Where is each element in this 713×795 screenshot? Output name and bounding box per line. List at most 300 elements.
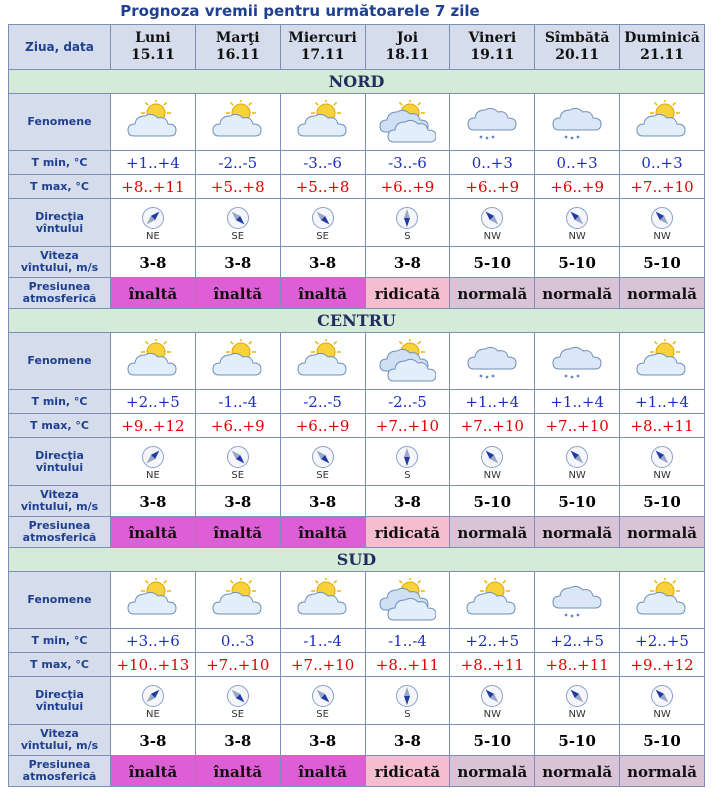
- tmin-value: +2..+5: [550, 632, 605, 650]
- region-title: NORD: [9, 70, 705, 94]
- sun-cloud-icon: [620, 339, 704, 383]
- day-date: 17.11: [300, 47, 345, 63]
- pressure-value: ridicată: [374, 762, 441, 781]
- tmax-value-cell: [535, 414, 620, 438]
- tmax-value: +6..+9: [380, 178, 435, 196]
- phenomena-cell: [195, 94, 280, 151]
- tmin-value-cell: [450, 390, 535, 414]
- region-row-centru: [9, 309, 705, 333]
- compass-icon: [196, 445, 280, 469]
- wind-speed-row: [9, 247, 705, 278]
- row-label: [9, 333, 111, 390]
- cloud-snow-icon: [535, 578, 619, 622]
- tmax-value-cell: [195, 653, 280, 677]
- tmax-value: +7..+10: [375, 417, 440, 435]
- row-label: [9, 677, 111, 725]
- wind-direction-label: NE: [146, 469, 160, 481]
- pressure-cell: [535, 756, 620, 787]
- tmin-value-cell: [111, 151, 196, 175]
- day-name: Sîmbătă: [544, 30, 610, 46]
- day-name: Miercuri: [288, 30, 357, 46]
- row-label-text: T min, °C: [31, 155, 88, 169]
- wind-speed-value: 5-10: [473, 253, 512, 272]
- tmin-value-cell: [365, 390, 450, 414]
- wind-direction-label: SE: [316, 708, 329, 720]
- tmax-value: +5..+8: [295, 178, 350, 196]
- row-label-text: Fenomene: [27, 115, 92, 128]
- pressure-cell: [535, 517, 620, 548]
- wind-direction-cell: [620, 438, 705, 486]
- wind-speed-value: 5-10: [643, 253, 681, 272]
- tmax-value: +6..+9: [210, 417, 265, 435]
- sun-double-cloud-icon: [366, 100, 450, 144]
- phenomena-cell: [365, 572, 450, 629]
- day-name: Marţi: [215, 30, 260, 46]
- pressure-value: înaltă: [213, 523, 263, 542]
- pressure-value: normală: [542, 762, 613, 781]
- pressure-row: [9, 756, 705, 787]
- pressure-value: înaltă: [298, 284, 347, 303]
- pressure-value: normală: [457, 762, 528, 781]
- row-label-text: vîntului: [35, 699, 84, 713]
- wind-direction-cell: [195, 677, 280, 725]
- wind-direction-label: NW: [653, 708, 671, 720]
- row-label: [9, 572, 111, 629]
- tmin-value: +3..+6: [126, 632, 180, 650]
- pressure-cell: [450, 278, 535, 309]
- wind-direction-cell: [111, 677, 196, 725]
- tmax-value-cell: [620, 653, 705, 677]
- sun-cloud-icon: [620, 100, 704, 144]
- tmax-value: +7..+10: [630, 178, 694, 196]
- row-label: [9, 653, 111, 677]
- wind-direction-label: NW: [568, 708, 586, 720]
- tmin-value-cell: [450, 151, 535, 175]
- wind-direction-cell: [111, 438, 196, 486]
- compass-icon: [281, 684, 365, 708]
- pressure-value: normală: [542, 284, 613, 303]
- wind-speed-cell: [450, 486, 535, 517]
- day-date: 16.11: [215, 47, 260, 63]
- compass-icon: [281, 445, 365, 469]
- row-label-text: vîntului, m/s: [20, 739, 99, 752]
- wind-direction-cell: [535, 438, 620, 486]
- day-header: [365, 25, 450, 70]
- day-date: 21.11: [640, 47, 684, 63]
- tmin-value-cell: [365, 151, 450, 175]
- wind-direction-label: SE: [316, 230, 329, 242]
- compass-icon: [196, 206, 280, 230]
- compass-icon: [111, 684, 195, 708]
- tmax-value-cell: [535, 175, 620, 199]
- tmin-value: -3..-6: [388, 154, 427, 172]
- compass-icon: [450, 206, 534, 230]
- wind-speed-cell: [450, 247, 535, 278]
- tmin-value-cell: [195, 629, 280, 653]
- wind-speed-cell: [280, 247, 365, 278]
- pressure-value: înaltă: [213, 284, 263, 303]
- wind-direction-cell: [365, 199, 450, 247]
- tmin-value: +1..+4: [126, 154, 180, 172]
- phenomena-cell: [280, 333, 365, 390]
- pressure-value: înaltă: [128, 284, 178, 303]
- tmin-value: +2..+5: [465, 632, 520, 650]
- tmin-value-cell: [450, 629, 535, 653]
- tmax-value: +10..+13: [116, 656, 190, 674]
- wind-speed-value: 5-10: [558, 253, 596, 272]
- tmin-value: +2..+5: [126, 393, 180, 411]
- tmax-value-cell: [280, 175, 365, 199]
- row-label-text: vîntului: [35, 221, 84, 235]
- wind-direction-cell: [365, 438, 450, 486]
- tmax-value-cell: [620, 175, 705, 199]
- sun-cloud-icon: [281, 339, 365, 383]
- wind-speed-cell: [195, 725, 280, 756]
- tmax-value: +7..+10: [460, 417, 524, 435]
- row-label: [9, 486, 111, 517]
- row-label-text: T min, °C: [31, 394, 88, 408]
- wind-speed-cell: [280, 486, 365, 517]
- pressure-cell: [450, 517, 535, 548]
- wind-speed-value: 3-8: [309, 731, 337, 750]
- row-label-text: T max, °C: [30, 418, 89, 432]
- pressure-value: normală: [627, 523, 697, 542]
- wind-speed-value: 3-8: [224, 253, 252, 272]
- pressure-value: ridicată: [374, 523, 441, 542]
- wind-speed-cell: [535, 486, 620, 517]
- sun-cloud-icon: [111, 100, 195, 144]
- tmax-value: +5..+8: [210, 178, 265, 196]
- tmin-value: 0..+3: [556, 154, 598, 172]
- pressure-cell: [365, 756, 450, 787]
- page-title: Prognoza vremii pentru următoarele 7 zile: [120, 2, 480, 20]
- wind-speed-cell: [111, 247, 196, 278]
- day-name: Luni: [135, 30, 171, 46]
- phenomena-cell: [111, 572, 196, 629]
- pressure-cell: [365, 278, 450, 309]
- wind-speed-cell: [111, 486, 196, 517]
- tmax-value-cell: [280, 653, 365, 677]
- row-label-text: Direcţia: [35, 209, 84, 223]
- forecast-table: [8, 24, 705, 787]
- row-label: [9, 175, 111, 199]
- day-header: [620, 25, 705, 70]
- wind-speed-cell: [195, 247, 280, 278]
- row-label-text: Fenomene: [27, 354, 92, 367]
- wind-direction-cell: [450, 438, 535, 486]
- wind-direction-cell: [195, 438, 280, 486]
- tmax-value-cell: [365, 653, 450, 677]
- wind-direction-cell: [620, 677, 705, 725]
- compass-icon: [535, 206, 619, 230]
- pressure-cell: [620, 278, 705, 309]
- row-label-text: Viteza: [40, 727, 79, 740]
- wind-speed-cell: [365, 486, 450, 517]
- wind-speed-value: 3-8: [309, 492, 337, 511]
- row-label: [9, 629, 111, 653]
- wind-speed-value: 3-8: [309, 253, 337, 272]
- phenomena-cell: [280, 572, 365, 629]
- pressure-value: înaltă: [128, 523, 178, 542]
- day-header: [535, 25, 620, 70]
- wind-direction-cell: [280, 677, 365, 725]
- wind-speed-cell: [111, 725, 196, 756]
- pressure-cell: [280, 278, 365, 309]
- tmax-value-cell: [280, 414, 365, 438]
- pressure-cell: [280, 517, 365, 548]
- sun-double-cloud-icon: [366, 578, 450, 622]
- day-date: 18.11: [385, 47, 430, 63]
- row-label-text: vîntului, m/s: [20, 500, 99, 513]
- sun-cloud-icon: [281, 100, 365, 144]
- phenomena-cell: [535, 94, 620, 151]
- tmin-value-cell: [280, 390, 365, 414]
- wind-direction-label: NW: [568, 230, 586, 242]
- wind-speed-row: [9, 486, 705, 517]
- row-label: [9, 756, 111, 787]
- row-label: [9, 151, 111, 175]
- tmin-value: -1..-4: [218, 393, 258, 411]
- wind-direction-cell: [450, 677, 535, 725]
- wind-direction-label: S: [404, 469, 411, 481]
- row-label-text: Fenomene: [27, 593, 92, 606]
- row-label-text: atmosferică: [22, 531, 97, 544]
- wind-direction-label: SE: [231, 469, 245, 481]
- tmin-value-cell: [620, 629, 705, 653]
- wind-speed-value: 3-8: [139, 731, 167, 750]
- row-label-text: vîntului: [35, 460, 84, 474]
- wind-direction-cell: [365, 677, 450, 725]
- wind-speed-cell: [535, 247, 620, 278]
- row-label-text: atmosferică: [22, 770, 97, 783]
- row-label: [9, 278, 111, 309]
- row-label: [9, 247, 111, 278]
- tmax-value-cell: [450, 175, 535, 199]
- phenomena-row: [9, 333, 705, 390]
- pressure-cell: [111, 278, 196, 309]
- pressure-value: înaltă: [128, 762, 178, 781]
- wind-speed-value: 3-8: [393, 731, 421, 750]
- tmax-value: +7..+10: [290, 656, 355, 674]
- tmax-value-cell: [111, 414, 196, 438]
- region-title: CENTRU: [9, 309, 705, 333]
- wind-direction-cell: [535, 199, 620, 247]
- row-label-text: vîntului, m/s: [20, 261, 99, 274]
- tmin-value-cell: [620, 151, 705, 175]
- tmin-value: 0..+3: [641, 154, 683, 172]
- header-row: [9, 25, 705, 70]
- pressure-cell: [365, 517, 450, 548]
- wind-speed-value: 3-8: [393, 253, 421, 272]
- wind-direction-label: NW: [653, 469, 671, 481]
- tmin-value: -1..-4: [303, 632, 342, 650]
- row-label: [9, 438, 111, 486]
- tmin-row: [9, 390, 705, 414]
- pressure-cell: [620, 517, 705, 548]
- phenomena-row: [9, 572, 705, 629]
- cloud-snow-icon: [535, 339, 619, 383]
- tmax-value-cell: [195, 414, 280, 438]
- row-label: [9, 725, 111, 756]
- day-header: [111, 25, 196, 70]
- row-label: [9, 94, 111, 151]
- day-header: [450, 25, 535, 70]
- phenomena-cell: [620, 333, 705, 390]
- row-label: [9, 414, 111, 438]
- phenomena-row: [9, 94, 705, 151]
- pressure-cell: [535, 278, 620, 309]
- phenomena-cell: [450, 94, 535, 151]
- wind-speed-cell: [450, 725, 535, 756]
- tmin-value-cell: [280, 629, 365, 653]
- tmax-value: +9..+12: [121, 417, 185, 435]
- phenomena-cell: [280, 94, 365, 151]
- pressure-cell: [620, 756, 705, 787]
- wind-speed-cell: [620, 247, 705, 278]
- pressure-cell: [450, 756, 535, 787]
- row-label-text: Viteza: [40, 249, 79, 262]
- phenomena-cell: [535, 333, 620, 390]
- tmin-value: -3..-6: [303, 154, 342, 172]
- tmin-row: [9, 629, 705, 653]
- pressure-cell: [280, 756, 365, 787]
- tmin-value: 0..-3: [220, 632, 255, 650]
- row-label-text: Direcţia: [35, 448, 84, 462]
- compass-icon: [450, 684, 534, 708]
- wind-direction-label: NE: [146, 708, 160, 720]
- pressure-value: ridicată: [374, 284, 441, 303]
- region-row-nord: [9, 70, 705, 94]
- day-date: 19.11: [470, 47, 515, 63]
- pressure-cell: [111, 756, 196, 787]
- sun-cloud-icon: [281, 578, 365, 622]
- wind-speed-cell: [535, 725, 620, 756]
- wind-direction-label: NW: [653, 230, 671, 242]
- wind-speed-value: 5-10: [558, 492, 596, 511]
- wind-direction-cell: [450, 199, 535, 247]
- wind-direction-cell: [535, 677, 620, 725]
- pressure-value: normală: [627, 284, 697, 303]
- wind-speed-cell: [620, 725, 705, 756]
- tmax-row: [9, 414, 705, 438]
- day-header: [195, 25, 280, 70]
- phenomena-cell: [111, 94, 196, 151]
- row-label-text: Presiunea: [28, 519, 91, 532]
- tmax-value: +8..+11: [460, 656, 524, 674]
- tmin-value-cell: [620, 390, 705, 414]
- cloud-snow-icon: [450, 339, 534, 383]
- tmin-value-cell: [280, 151, 365, 175]
- wind-direction-label: NW: [568, 469, 586, 481]
- wind-direction-label: SE: [231, 708, 245, 720]
- wind-speed-value: 3-8: [139, 492, 167, 511]
- row-label-text: T max, °C: [30, 657, 89, 671]
- compass-icon: [281, 206, 365, 230]
- row-label: [9, 390, 111, 414]
- row-label-text: Presiunea: [28, 280, 91, 293]
- pressure-value: normală: [457, 284, 528, 303]
- wind-direction-row: [9, 199, 705, 247]
- phenomena-cell: [450, 572, 535, 629]
- sun-double-cloud-icon: [366, 339, 450, 383]
- tmin-value: -1..-4: [388, 632, 427, 650]
- tmax-row: [9, 653, 705, 677]
- compass-icon: [366, 206, 450, 230]
- pressure-cell: [195, 756, 280, 787]
- tmin-row: [9, 151, 705, 175]
- row-label-text: Presiunea: [28, 758, 91, 771]
- compass-icon: [196, 684, 280, 708]
- tmin-value: -2..-5: [388, 393, 427, 411]
- tmin-value: 0..+3: [471, 154, 513, 172]
- tmax-value: +6..+9: [550, 178, 605, 196]
- tmin-value: +1..+4: [550, 393, 605, 411]
- phenomena-cell: [365, 94, 450, 151]
- wind-direction-label: NE: [146, 230, 160, 242]
- tmax-value: +8..+11: [121, 178, 185, 196]
- wind-direction-cell: [280, 438, 365, 486]
- tmax-value-cell: [111, 175, 196, 199]
- wind-direction-cell: [111, 199, 196, 247]
- wind-speed-value: 3-8: [224, 492, 252, 511]
- tmin-value-cell: [535, 151, 620, 175]
- wind-speed-value: 3-8: [224, 731, 252, 750]
- tmin-value: +1..+4: [635, 393, 689, 411]
- phenomena-cell: [195, 572, 280, 629]
- day-name: Vineri: [468, 30, 517, 46]
- wind-direction-label: NW: [483, 230, 501, 242]
- phenomena-cell: [195, 333, 280, 390]
- sun-cloud-icon: [196, 578, 280, 622]
- row-label-text: atmosferică: [22, 292, 97, 305]
- wind-direction-cell: [620, 199, 705, 247]
- wind-speed-value: 5-10: [558, 731, 596, 750]
- tmin-value: +2..+5: [635, 632, 689, 650]
- pressure-cell: [195, 517, 280, 548]
- tmax-value: +8..+11: [375, 656, 440, 674]
- tmin-value-cell: [535, 390, 620, 414]
- tmax-value: +7..+10: [545, 417, 609, 435]
- sun-cloud-icon: [111, 339, 195, 383]
- pressure-value: înaltă: [298, 762, 347, 781]
- region-row-sud: [9, 548, 705, 572]
- cloud-snow-icon: [450, 100, 534, 144]
- wind-speed-value: 3-8: [393, 492, 421, 511]
- phenomena-cell: [535, 572, 620, 629]
- wind-speed-cell: [620, 486, 705, 517]
- tmax-value: +8..+11: [545, 656, 609, 674]
- tmax-value-cell: [535, 653, 620, 677]
- day-header: [280, 25, 365, 70]
- wind-direction-label: NW: [483, 469, 501, 481]
- wind-speed-value: 3-8: [139, 253, 167, 272]
- day-date: 20.11: [555, 47, 600, 63]
- tmin-value-cell: [195, 151, 280, 175]
- sun-cloud-icon: [620, 578, 704, 622]
- tmin-value-cell: [195, 390, 280, 414]
- tmin-value-cell: [365, 629, 450, 653]
- day-date: 15.11: [131, 47, 175, 63]
- tmax-value-cell: [365, 414, 450, 438]
- pressure-cell: [195, 278, 280, 309]
- compass-icon: [535, 684, 619, 708]
- compass-icon: [111, 445, 195, 469]
- header-label: Ziua, data: [9, 25, 111, 70]
- tmin-value: -2..-5: [218, 154, 258, 172]
- compass-icon: [620, 445, 704, 469]
- phenomena-cell: [450, 333, 535, 390]
- tmin-value: +1..+4: [465, 393, 520, 411]
